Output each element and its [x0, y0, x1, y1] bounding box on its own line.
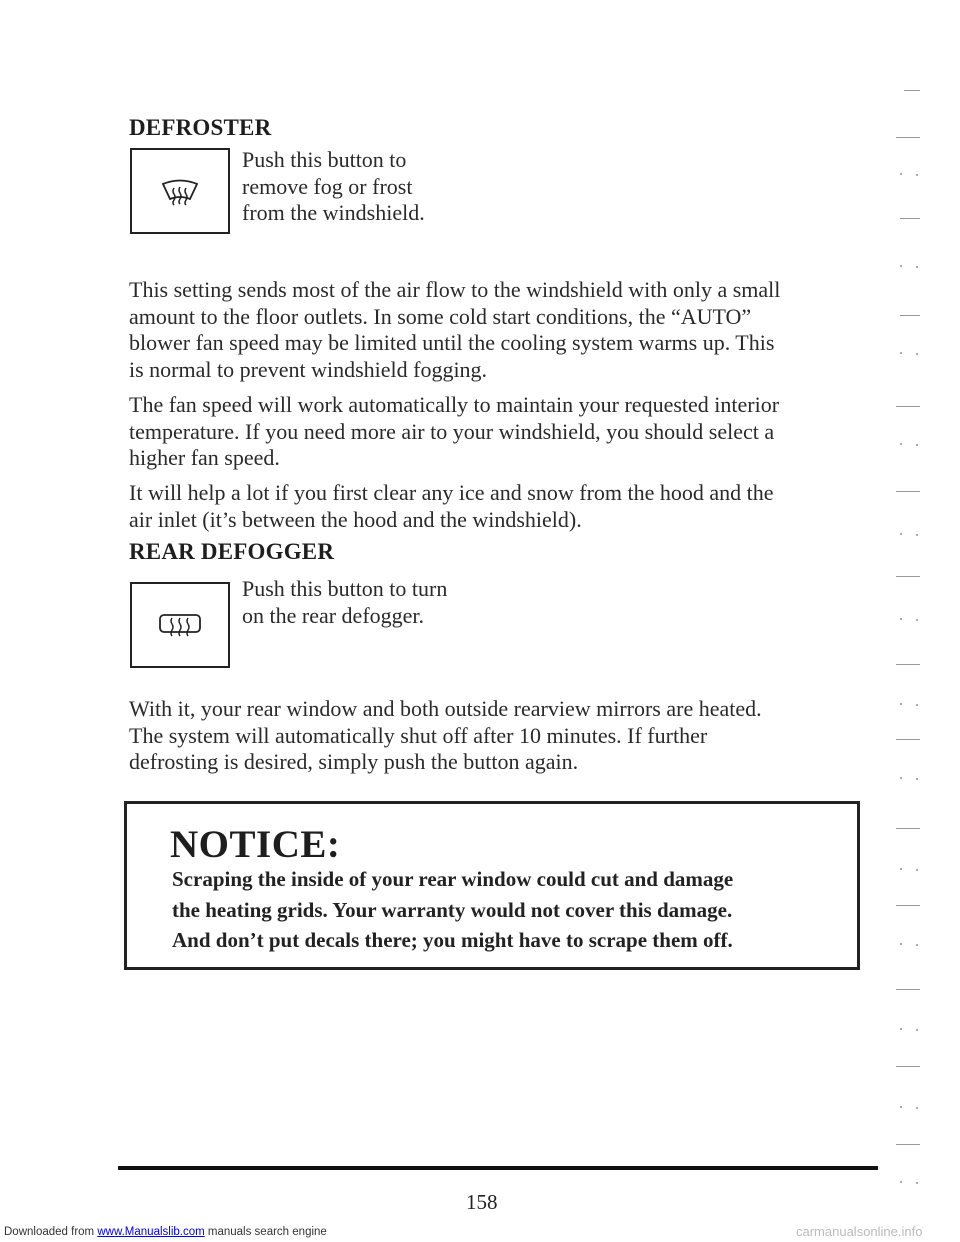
paragraph-line: is normal to prevent windshield fogging. [129, 356, 488, 382]
download-banner [4, 1226, 327, 1238]
notice-text [172, 864, 733, 956]
rear-defogger-heading: REAR DEFOGGER [129, 539, 335, 564]
paragraph-line: With it, your rear window and both outside rearview mirrors are heated. [129, 696, 762, 721]
defroster-button-line: from the windshield. [242, 200, 425, 225]
defroster-paragraph-1 [129, 277, 780, 383]
banner-suffix: manuals search engine [204, 1226, 327, 1238]
rear-defogger-button-description [242, 576, 447, 629]
paragraph-line: The system will automatically shut off after 10 minutes. If further [129, 722, 708, 748]
notice-line: And don’t put decals there; you might have to scrape them off. [172, 928, 733, 952]
rear-defogger-button-line: on the rear defogger. [242, 602, 425, 628]
paragraph-line: defrosting is desired, simply push the button again. [129, 749, 579, 774]
paragraph-line: It will help a lot if you first clear any ice and snow from the hood and the [129, 480, 774, 505]
notice-line: Scraping the inside of your rear window could cut and damage [172, 867, 734, 891]
rear-window-defog-icon [132, 584, 228, 666]
paragraph-line: The fan speed will work automatically to maintain your requested interior [129, 392, 780, 417]
paragraph-line: amount to the floor outlets. In some cold start conditions, the “AUTO” [129, 303, 752, 329]
footer-rule [118, 1166, 878, 1170]
defroster-button-description [242, 147, 425, 227]
watermark-text: carmanualsonline.info [796, 1224, 923, 1239]
defroster-heading: DEFROSTER [129, 115, 272, 140]
manualslib-link[interactable]: www.Manualslib.com [97, 1226, 205, 1238]
windshield-defrost-icon [132, 150, 228, 232]
defroster-paragraph-2 [129, 392, 779, 472]
defroster-paragraph-3 [129, 480, 774, 533]
defroster-button-line: Push this button to [242, 147, 407, 172]
rear-defogger-button-line: Push this button to turn [242, 576, 448, 601]
defroster-button-line: remove fog or frost [242, 173, 413, 199]
notice-line: the heating grids. Your warranty would not cover this damage. [172, 897, 733, 922]
banner-prefix: Downloaded from [4, 1226, 98, 1238]
paragraph-line: blower fan speed may be limited until the cooling system warms up. This [129, 330, 775, 355]
notice-title: NOTICE: [170, 823, 341, 866]
rear-defogger-paragraph [129, 696, 762, 776]
paragraph-line: higher fan speed. [129, 445, 280, 470]
defroster-button [130, 148, 230, 234]
paragraph-line: temperature. If you need more air to your windshield, you should select a [129, 418, 775, 444]
rear-defogger-button [130, 582, 230, 668]
page-number: 158 [466, 1190, 498, 1214]
paragraph-line: This setting sends most of the air flow to the windshield with only a small [129, 277, 781, 302]
paragraph-line: air inlet (it’s between the hood and the windshield). [129, 506, 582, 532]
